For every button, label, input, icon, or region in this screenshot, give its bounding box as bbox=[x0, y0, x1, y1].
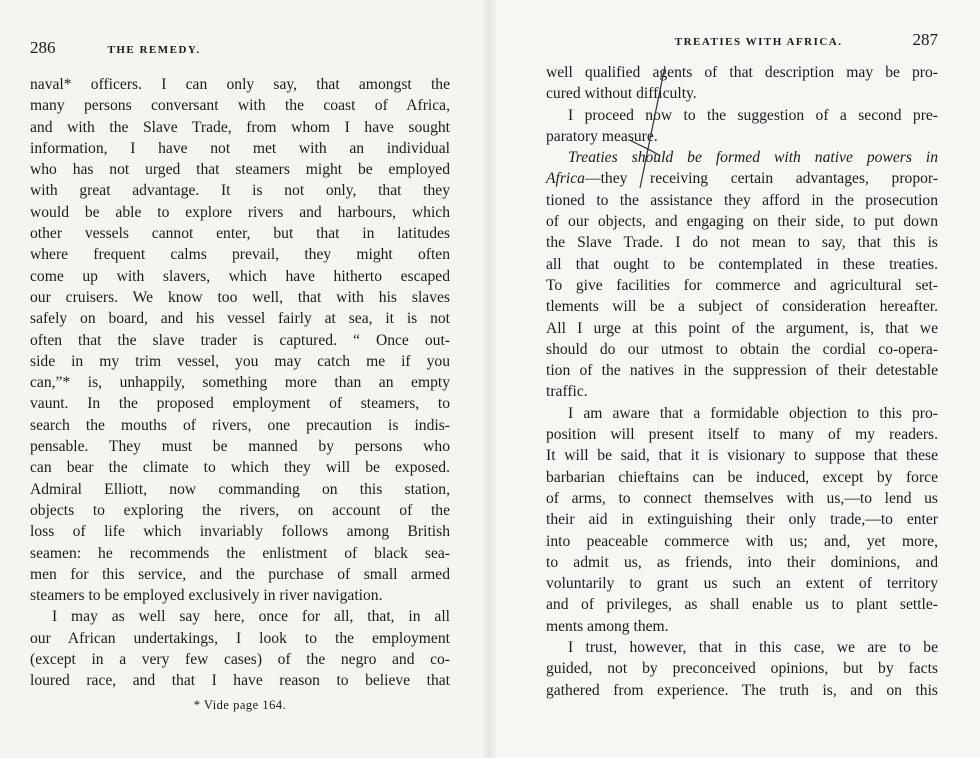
text-line: all that ought to be contemplated in these treaties. bbox=[546, 255, 938, 273]
text-line: come up with slavers, which have hitherto escaped bbox=[30, 267, 450, 285]
text-line bbox=[546, 168, 938, 189]
text-line: tlements will be a subject of consideration hereafter. bbox=[546, 298, 938, 316]
text-line: can,”* is, unhappily, something more than an empty bbox=[30, 374, 450, 392]
text-line: ments among them. bbox=[546, 617, 669, 635]
text-line: side in my trim vessel, you may catch me if you bbox=[30, 352, 450, 370]
text-line: our cruisers. We know too well, that with his slaves bbox=[30, 288, 450, 306]
text-line: paratory measure. bbox=[546, 127, 658, 145]
text-line: voluntarily to grant us such an extent of territory bbox=[546, 575, 938, 593]
book-gutter bbox=[482, 0, 498, 758]
right-page-number: 287 bbox=[912, 30, 938, 49]
text-line: I may as well say here, once for all, that, in all bbox=[52, 608, 450, 626]
right-page bbox=[490, 0, 980, 758]
text-line: pensable. They must be manned by persons who bbox=[30, 438, 450, 456]
right-running-title: TREATIES WITH AFRICA. bbox=[674, 36, 843, 48]
text-line: should do our utmost to obtain the cordial co-opera- bbox=[546, 340, 938, 358]
italic-word: Africa bbox=[546, 170, 585, 188]
text-line: safely on board, and his vessel fairly at sea, it is not bbox=[30, 310, 450, 328]
text-run: —they receiving certain advantages, propor- bbox=[584, 170, 938, 188]
text-line: into peaceable commerce with us; and, yet more, bbox=[546, 532, 938, 550]
text-line: the Slave Trade. I do not mean to say, that this is bbox=[546, 234, 938, 252]
text-line: of arms, to connect themselves with us,—to lend us bbox=[546, 489, 938, 507]
text-line: vaunt. In the proposed employment of steamers, to bbox=[30, 395, 450, 413]
text-line: men for this service, and the purchase of small armed bbox=[30, 565, 450, 583]
text-line: I proceed now to the suggestion of a second pre- bbox=[568, 106, 938, 124]
left-running-title: THE REMEDY. bbox=[107, 44, 201, 56]
text-line: well qualified agents of that description may be pro- bbox=[546, 64, 938, 81]
text-line: Admiral Elliott, now commanding on this station, bbox=[30, 480, 450, 498]
text-line: tioned to the assistance they afford in the prosecution bbox=[546, 191, 938, 209]
text-line: seamen: he recommends the enlistment of black sea- bbox=[30, 544, 450, 562]
text-line: often that the slave trader is captured. “ Once out- bbox=[30, 331, 450, 349]
text-line: information, I have not met with an individual bbox=[30, 139, 450, 157]
text-line: many persons conversant with the coast of Africa, bbox=[30, 97, 450, 115]
text-line: their aid in extinguishing their only trade,—to enter bbox=[546, 511, 938, 529]
text-line: can bear the climate to which they will be exposed. bbox=[30, 459, 450, 477]
text-line: I am aware that a formidable objection to this pro- bbox=[568, 404, 938, 422]
right-page-body bbox=[546, 62, 938, 701]
footnote: * Vide page 164. bbox=[193, 697, 287, 712]
text-line: All I urge at this point of the argument, is, that we bbox=[546, 319, 938, 337]
text-line: loss of life which invariably follows among British bbox=[30, 523, 450, 541]
text-line: steamers to be employed exclusively in river navigation. bbox=[30, 587, 383, 605]
text-line: It will be said, that it is visionary to suppose that these bbox=[546, 447, 938, 465]
text-line: with great advantage. It is not only, that they bbox=[30, 182, 450, 200]
text-line: (except in a very few cases) of the negro and co- bbox=[30, 651, 450, 669]
text-line: search the mouths of rivers, one precaution is indis- bbox=[30, 416, 450, 434]
text-line: who has not urged that steamers might be employed bbox=[30, 161, 450, 179]
text-line: loured race, and that I have reason to believe that bbox=[30, 672, 450, 690]
text-line: guided, not by preconceived opinions, but by facts bbox=[546, 660, 938, 678]
right-running-head bbox=[546, 30, 938, 52]
text-line: traffic. bbox=[546, 383, 588, 401]
text-line: naval* officers. I can only say, that amongst the bbox=[30, 76, 450, 93]
text-line: and of privileges, as shall enable us to plant settle- bbox=[546, 596, 938, 614]
text-line: other vessels cannot enter, but that in latitudes bbox=[30, 225, 450, 243]
text-line-italic: Treaties should be formed with native powers in bbox=[568, 149, 938, 167]
text-line: barbarian chieftains can be induced, except by force bbox=[546, 468, 938, 486]
text-line: would be able to explore rivers and harbours, which bbox=[30, 203, 450, 221]
text-line: cured without difficulty. bbox=[546, 85, 697, 103]
left-page-number: 286 bbox=[30, 38, 56, 57]
text-line: our African undertakings, I look to the employment bbox=[30, 629, 450, 647]
left-running-head bbox=[30, 38, 450, 60]
text-line: objects to exploring the rivers, on account of the bbox=[30, 501, 450, 519]
text-line: of our objects, and engaging on their side, to put down bbox=[546, 213, 938, 231]
text-line: I trust, however, that in this case, we are to be bbox=[568, 639, 938, 657]
text-line: position will present itself to many of my readers. bbox=[546, 426, 938, 444]
left-page-body bbox=[30, 74, 450, 692]
text-line: To give facilities for commerce and agricultural set- bbox=[546, 276, 938, 294]
text-line: to admit us, as friends, into their dominions, and bbox=[546, 553, 938, 571]
text-line: and with the Slave Trade, from whom I have sought bbox=[30, 118, 450, 136]
text-line: tion of the natives in the suppression of their detestable bbox=[546, 362, 938, 380]
text-line: where frequent calms prevail, they might often bbox=[30, 246, 450, 264]
text-line: gathered from experience. The truth is, and on this bbox=[546, 681, 938, 699]
